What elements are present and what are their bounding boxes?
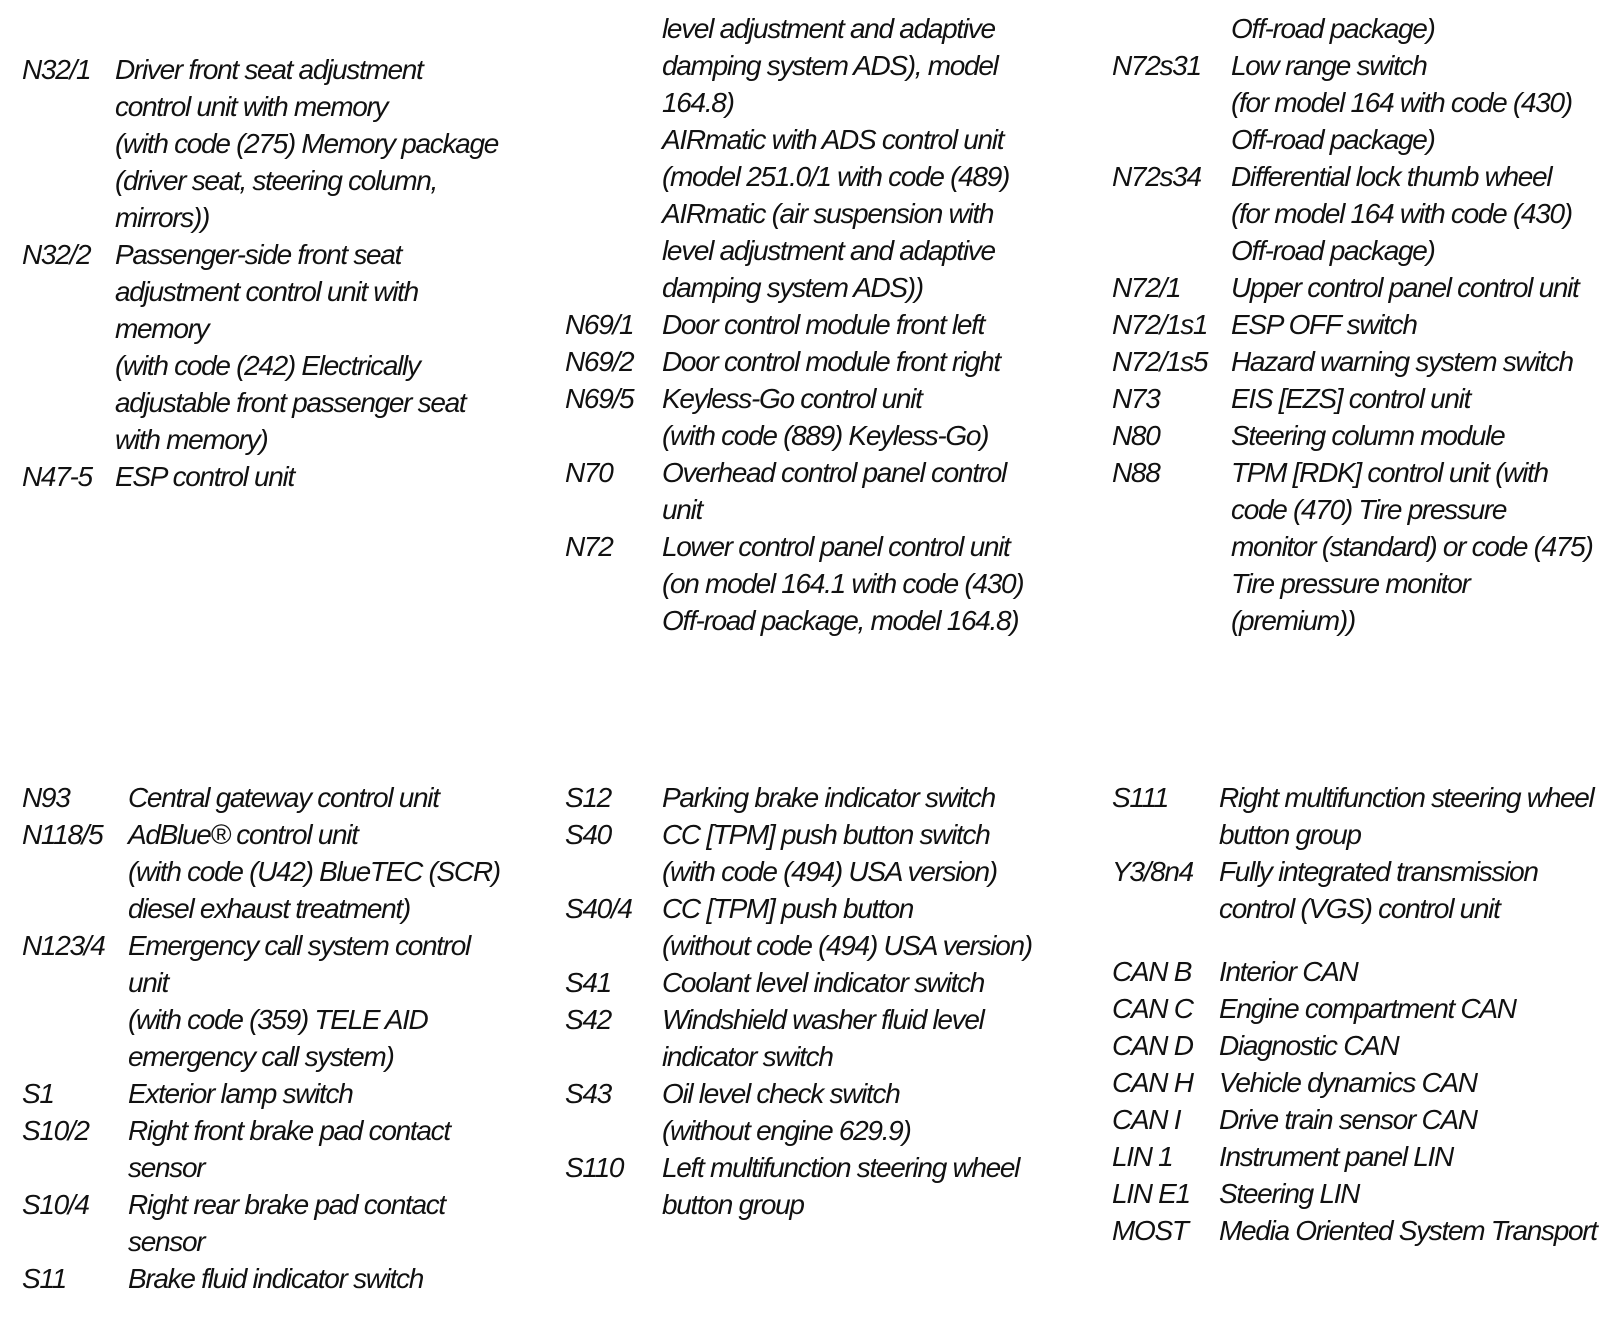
- legend-code: [1112, 10, 1231, 47]
- legend-description: [1219, 779, 1593, 853]
- legend-code: [565, 10, 662, 306]
- legend-description-line: (driver seat, steering column,: [115, 165, 438, 196]
- legend-description: [662, 779, 1045, 816]
- legend-description-line: (with code (U42) BlueTEC (SCR): [128, 856, 500, 887]
- legend-entry: [565, 964, 1045, 1001]
- legend-description: [1219, 953, 1592, 990]
- legend-entry: [1112, 47, 1592, 158]
- legend-description: [662, 890, 1045, 964]
- legend-description-line: adjustment control unit with: [115, 276, 418, 307]
- legend-code: N47-5: [22, 461, 92, 492]
- legend-description-line: damping system ADS), model: [662, 50, 998, 81]
- legend-description-line: 164.8): [662, 87, 734, 118]
- legend-description-line: Steering column module: [1231, 420, 1505, 451]
- legend-description-line: Door control module front right: [662, 346, 1000, 377]
- legend-description: [662, 10, 1035, 306]
- legend-code: CAN B: [1112, 956, 1192, 987]
- legend-code: N72/1s1: [1112, 309, 1208, 340]
- legend-description: [115, 236, 502, 458]
- legend-column-bottom-left: [22, 779, 522, 1297]
- legend-description: [662, 1149, 1045, 1223]
- legend-description-line: AdBlue® control unit: [128, 819, 358, 850]
- legend-description-line: Low range switch: [1231, 50, 1427, 81]
- legend-description: [1219, 990, 1592, 1027]
- legend-description: [1231, 343, 1592, 380]
- legend-entry: [565, 816, 1045, 890]
- legend-description-line: ESP control unit: [115, 461, 294, 492]
- legend-entry: [1112, 1101, 1592, 1138]
- legend-description: [1231, 380, 1592, 417]
- legend-code: N72/1s5: [1112, 346, 1208, 377]
- legend-description-line: (with code (889) Keyless-Go): [662, 420, 989, 451]
- legend-description: [128, 1075, 522, 1112]
- legend-entry: [22, 779, 522, 816]
- legend-entry: [1112, 1175, 1592, 1212]
- legend-description: [128, 816, 522, 927]
- legend-code: LIN E1: [1112, 1178, 1190, 1209]
- legend-entry: [1112, 269, 1592, 306]
- legend-description-line: Off-road package): [1231, 13, 1435, 44]
- legend-code: CAN C: [1112, 993, 1193, 1024]
- legend-description: [128, 1186, 522, 1260]
- legend-entry: [1112, 1212, 1597, 1249]
- legend-description-line: Oil level check switch: [662, 1078, 900, 1109]
- legend-description-line: (with code (494) USA version): [662, 856, 997, 887]
- legend-description-line: Drive train sensor CAN: [1219, 1104, 1477, 1135]
- legend-code: S10/2: [22, 1115, 89, 1146]
- legend-description-line: Left multifunction steering wheel: [662, 1152, 1020, 1183]
- legend-description-line: Right multifunction steering wheel: [1219, 782, 1594, 813]
- legend-description-line: damping system ADS)): [662, 272, 923, 303]
- legend-description-line: Driver front seat adjustment: [115, 54, 423, 85]
- legend-description: [662, 964, 1045, 1001]
- legend-code: CAN H: [1112, 1067, 1193, 1098]
- legend-description-line: CC [TPM] push button: [662, 893, 914, 924]
- legend-description: [1231, 10, 1592, 47]
- legend-description-line: Hazard warning system switch: [1231, 346, 1573, 377]
- legend-code: N118/5: [22, 819, 103, 850]
- legend-description-line: Overhead control panel control: [662, 457, 1006, 488]
- legend-description-line: Right rear brake pad contact: [128, 1189, 445, 1220]
- legend-code: N70: [565, 457, 613, 488]
- legend-description: [1219, 1212, 1597, 1249]
- legend-code: LIN 1: [1112, 1141, 1173, 1172]
- legend-entry: [565, 10, 1035, 306]
- legend-entry: [565, 1075, 1045, 1149]
- legend-description-line: Off-road package): [1231, 124, 1435, 155]
- legend-description: [1219, 853, 1592, 927]
- legend-entry: [22, 458, 502, 495]
- legend-entry: [1112, 380, 1592, 417]
- legend-entry: [1112, 853, 1592, 927]
- legend-code: N72: [565, 531, 613, 562]
- legend-entry: [22, 1260, 522, 1297]
- legend-description-line: Fully integrated transmission: [1219, 856, 1538, 887]
- legend-description: [662, 1075, 1045, 1149]
- legend-description: [115, 51, 502, 236]
- legend-description: [662, 306, 1035, 343]
- legend-entry: [565, 1001, 1045, 1075]
- legend-description-line: ESP OFF switch: [1231, 309, 1417, 340]
- legend-entry: [565, 528, 1035, 639]
- legend-code: S111: [1112, 782, 1169, 813]
- legend-code: S43: [565, 1078, 611, 1109]
- legend-description-line: (on model 164.1 with code (430): [662, 568, 1024, 599]
- legend-code: S40: [565, 819, 611, 850]
- legend-column-top-left: [22, 51, 502, 495]
- legend-description: [1231, 158, 1592, 269]
- legend-code: N69/2: [565, 346, 634, 377]
- legend-entry: [22, 236, 502, 458]
- legend-code: N88: [1112, 457, 1160, 488]
- legend-description: [128, 927, 522, 1075]
- legend-description-line: (with code (359) TELE AID: [128, 1004, 428, 1035]
- legend-description-line: Passenger-side front seat: [115, 239, 402, 270]
- legend-entry: [1112, 1138, 1592, 1175]
- legend-description-line: (without engine 629.9): [662, 1115, 911, 1146]
- legend-code: N32/2: [22, 239, 91, 270]
- legend-description-line: adjustable front passenger seat: [115, 387, 466, 418]
- legend-entry: [565, 1149, 1045, 1223]
- legend-description-line: Interior CAN: [1219, 956, 1358, 987]
- legend-code: Y3/8n4: [1112, 856, 1193, 887]
- legend-entry: [1112, 343, 1592, 380]
- legend-entry: [22, 816, 522, 927]
- legend-description-line: Central gateway control unit: [128, 782, 439, 813]
- legend-description-line: Right front brake pad contact: [128, 1115, 450, 1146]
- legend-description: [1231, 417, 1592, 454]
- legend-description: [1219, 1175, 1592, 1212]
- legend-entry: [1112, 417, 1592, 454]
- legend-description: [662, 380, 1035, 454]
- legend-entry: [22, 1112, 522, 1186]
- legend-description-line: sensor: [128, 1152, 205, 1183]
- legend-description-line: diesel exhaust treatment): [128, 893, 410, 924]
- legend-description-line: Differential lock thumb wheel: [1231, 161, 1552, 192]
- legend-description: [662, 528, 1035, 639]
- legend-description: [662, 343, 1035, 380]
- legend-description-line: (for model 164 with code (430): [1231, 87, 1572, 118]
- legend-entry: [1112, 1027, 1592, 1064]
- legend-code: CAN D: [1112, 1030, 1193, 1061]
- legend-code: S10/4: [22, 1189, 89, 1220]
- legend-description: [1231, 269, 1592, 306]
- legend-description-line: mirrors)): [115, 202, 210, 233]
- legend-description-line: monitor (standard) or code (475): [1231, 531, 1593, 562]
- legend-entry: [1112, 953, 1592, 990]
- legend-description-line: button group: [1219, 819, 1361, 850]
- legend-description-line: (with code (242) Electrically: [115, 350, 420, 381]
- legend-column-bottom-right: [1112, 779, 1597, 1249]
- legend-description: [662, 454, 1035, 528]
- legend-description: [1219, 1101, 1592, 1138]
- legend-description: [128, 1260, 522, 1297]
- legend-code: CAN I: [1112, 1104, 1181, 1135]
- legend-description-line: Media Oriented System Transport: [1219, 1215, 1597, 1246]
- legend-description: [1219, 1064, 1592, 1101]
- legend-description-line: emergency call system): [128, 1041, 394, 1072]
- legend-code: S41: [565, 967, 611, 998]
- legend-entry: [1112, 779, 1592, 853]
- legend-description-line: Parking brake indicator switch: [662, 782, 995, 813]
- legend-code: N69/1: [565, 309, 634, 340]
- legend-description-line: EIS [EZS] control unit: [1231, 383, 1471, 414]
- legend-description: [1231, 306, 1592, 343]
- legend-description-line: Brake fluid indicator switch: [128, 1263, 424, 1294]
- legend-description-line: Off-road package): [1231, 235, 1435, 266]
- legend-description-line: button group: [662, 1189, 804, 1220]
- legend-code: S40/4: [565, 893, 632, 924]
- legend-code: S110: [565, 1152, 624, 1183]
- legend-description-line: indicator switch: [662, 1041, 833, 1072]
- legend-description-line: Exterior lamp switch: [128, 1078, 353, 1109]
- legend-entry: [22, 51, 502, 236]
- legend-description-line: (model 251.0/1 with code (489): [662, 161, 1009, 192]
- legend-code: S12: [565, 782, 611, 813]
- legend-description-line: Engine compartment CAN: [1219, 993, 1516, 1024]
- legend-description-line: unit: [128, 967, 168, 998]
- legend-entry: [1112, 306, 1592, 343]
- legend-code: MOST: [1112, 1215, 1188, 1246]
- legend-description-line: Lower control panel control unit: [662, 531, 1010, 562]
- legend-description: [1231, 47, 1592, 158]
- legend-column-top-middle: [565, 10, 1035, 639]
- legend-description-line: Diagnostic CAN: [1219, 1030, 1399, 1061]
- legend-code: N72s34: [1112, 161, 1201, 192]
- legend-description-line: Tire pressure monitor: [1231, 568, 1470, 599]
- legend-entry: [1112, 990, 1592, 1027]
- legend-code: N72/1: [1112, 272, 1181, 303]
- legend-description-line: Instrument panel LIN: [1219, 1141, 1453, 1172]
- legend-description-line: (premium)): [1231, 605, 1355, 636]
- legend-code: S42: [565, 1004, 611, 1035]
- legend-description-line: sensor: [128, 1226, 205, 1257]
- legend-description-line: code (470) Tire pressure: [1231, 494, 1507, 525]
- legend-description-line: CC [TPM] push button switch: [662, 819, 990, 850]
- legend-spacer: [1112, 927, 1592, 953]
- legend-description-line: control (VGS) control unit: [1219, 893, 1500, 924]
- legend-description: [662, 1001, 1045, 1075]
- legend-description-line: control unit with memory: [115, 91, 388, 122]
- legend-description-line: (for model 164 with code (430): [1231, 198, 1572, 229]
- legend-description-line: Emergency call system control: [128, 930, 470, 961]
- legend-description-line: (without code (494) USA version): [662, 930, 1032, 961]
- legend-entry: [565, 890, 1045, 964]
- legend-description-line: Windshield washer fluid level: [662, 1004, 984, 1035]
- legend-code: S11: [22, 1263, 66, 1294]
- legend-entry: [565, 343, 1035, 380]
- legend-code: N72s31: [1112, 50, 1201, 81]
- legend-description-line: with memory): [115, 424, 268, 455]
- legend-code: S1: [22, 1078, 54, 1109]
- legend-description: [1231, 454, 1592, 639]
- legend-entry: [1112, 158, 1592, 269]
- legend-description-line: TPM [RDK] control unit (with: [1231, 457, 1548, 488]
- legend-code: N32/1: [22, 54, 91, 85]
- legend-description: [1219, 1138, 1592, 1175]
- legend-code: N93: [22, 782, 70, 813]
- legend-code: N123/4: [22, 930, 105, 961]
- legend-description-line: Vehicle dynamics CAN: [1219, 1067, 1477, 1098]
- legend-entry: [565, 454, 1035, 528]
- legend-description-line: Steering LIN: [1219, 1178, 1360, 1209]
- legend-entry: [565, 306, 1035, 343]
- legend-description-line: Keyless-Go control unit: [662, 383, 922, 414]
- legend-description-line: level adjustment and adaptive: [662, 235, 995, 266]
- legend-entry: [22, 1075, 522, 1112]
- legend-entry: [22, 927, 522, 1075]
- legend-entry: [565, 380, 1035, 454]
- legend-description-line: Coolant level indicator switch: [662, 967, 985, 998]
- legend-code: N73: [1112, 383, 1160, 414]
- legend-description: [1219, 1027, 1592, 1064]
- legend-code: N80: [1112, 420, 1160, 451]
- legend-description: [662, 816, 1045, 890]
- legend-description-line: (with code (275) Memory package: [115, 128, 498, 159]
- legend-description-line: Upper control panel control unit: [1231, 272, 1579, 303]
- legend-description-line: AIRmatic (air suspension with: [662, 198, 994, 229]
- legend-code: N69/5: [565, 383, 634, 414]
- legend-column-top-right: [1112, 10, 1592, 639]
- legend-description-line: Off-road package, model 164.8): [662, 605, 1019, 636]
- legend-description: [115, 458, 502, 495]
- legend-description-line: Door control module front left: [662, 309, 985, 340]
- legend-entry: [22, 1186, 522, 1260]
- legend-description-line: unit: [662, 494, 702, 525]
- legend-entry: [565, 779, 1045, 816]
- legend-entry: [1112, 454, 1592, 639]
- legend-description-line: level adjustment and adaptive: [662, 13, 995, 44]
- legend-entry: [1112, 10, 1592, 47]
- legend-entry: [1112, 1064, 1592, 1101]
- legend-description: [128, 779, 522, 816]
- legend-description: [128, 1112, 522, 1186]
- legend-column-bottom-middle: [565, 779, 1045, 1223]
- legend-description-line: AIRmatic with ADS control unit: [662, 124, 1004, 155]
- legend-description-line: memory: [115, 313, 209, 344]
